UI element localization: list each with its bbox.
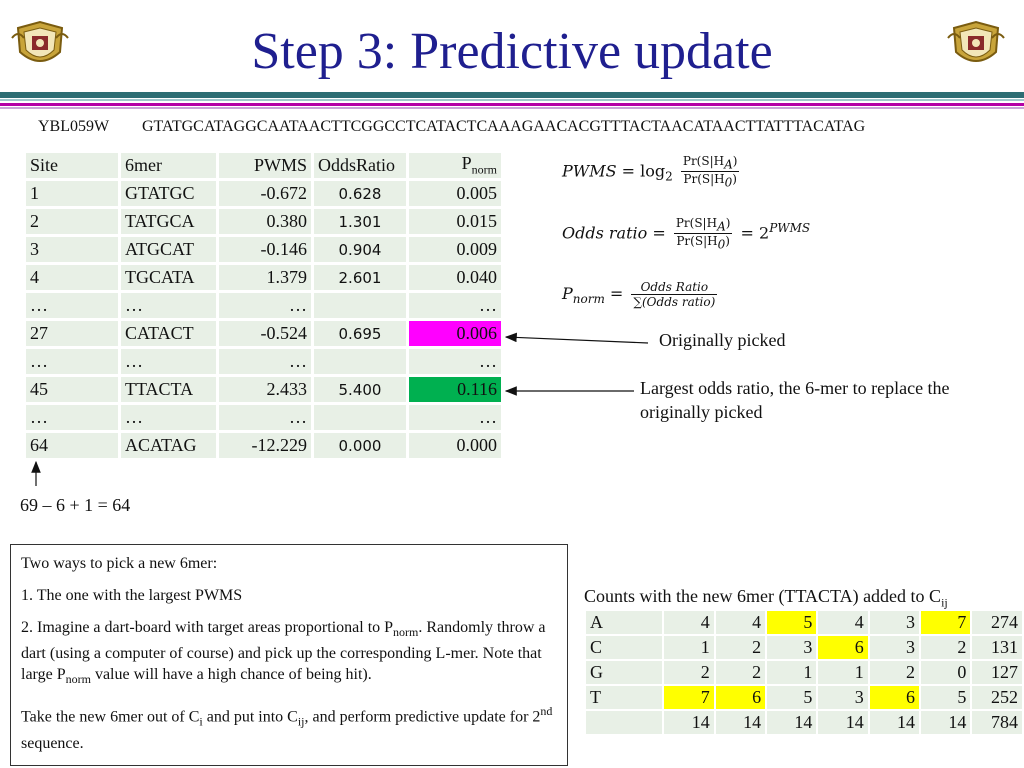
cell-pnorm: 0.006 xyxy=(409,321,501,346)
header-band xyxy=(0,99,1024,101)
cell-6mer: GTATGC xyxy=(121,181,216,206)
header-p: P xyxy=(461,153,472,174)
box-line-1: Two ways to pick a new 6mer: xyxy=(21,555,218,572)
count-cell: 6 xyxy=(870,686,919,709)
pwms-denominator-sub: 0 xyxy=(724,175,733,190)
cell-site: 2 xyxy=(26,209,118,234)
count-cell: 131 xyxy=(972,636,1022,659)
box-text: Take the new 6mer out of C xyxy=(21,708,200,726)
explanation-box xyxy=(10,544,568,766)
odds-denominator: Pr(S|H xyxy=(676,234,718,249)
table-row xyxy=(26,321,501,346)
header-pnorm xyxy=(409,153,501,178)
annotation-largest: Largest odds ratio, the 6-mer to replace the originally picked xyxy=(640,378,950,422)
sequence-text: GTATGCATAGGCAATAACTTCGGCCTCATACTCAAAGAACACGTTTACTAACATAACTTATTTACATAG xyxy=(142,118,866,135)
count-cell: 2 xyxy=(921,636,970,659)
annotation-count: 69 – 6 + 1 = 64 xyxy=(20,495,131,515)
odds-formula: Odds ratio = $\frac{Pr(S|H_A)}{Pr(S|H_0)}$ = $2^{PWMS}$ xyxy=(562,216,811,252)
count-cell: 4 xyxy=(664,611,713,634)
table-row xyxy=(26,181,501,206)
pnorm-fraction xyxy=(631,280,717,309)
pwms-numerator-sub: A xyxy=(724,157,733,172)
pwms-formula-lhs: PWMS xyxy=(562,161,617,181)
cell-pwms: … xyxy=(219,405,311,430)
count-cell: 5 xyxy=(767,611,816,634)
count-cell: 14 xyxy=(767,711,816,734)
count-cell: 4 xyxy=(716,611,765,634)
cell-6mer: … xyxy=(121,405,216,430)
counts-title-text: Counts with the new 6mer (TTACTA) added to C xyxy=(584,586,942,606)
table-row xyxy=(586,636,1022,659)
box-text: sequence. xyxy=(21,734,84,752)
count-cell: 2 xyxy=(716,661,765,684)
cell-pnorm: … xyxy=(409,293,501,318)
count-cell: 3 xyxy=(870,636,919,659)
table-row xyxy=(586,686,1022,709)
count-cell: 14 xyxy=(818,711,867,734)
cell-pnorm: 0.000 xyxy=(409,433,501,458)
box-text: 2. Imagine a dart-board with target areas proportional to P xyxy=(21,619,394,636)
log-base: 2 xyxy=(665,169,673,184)
box-sup: nd xyxy=(540,704,553,719)
counts-title xyxy=(584,586,948,611)
count-cell: 3 xyxy=(870,611,919,634)
cell-site: 45 xyxy=(26,377,118,402)
cell-site: 64 xyxy=(26,433,118,458)
count-cell: 1 xyxy=(818,661,867,684)
cell-oddsratio xyxy=(314,405,406,430)
box-text: . Randomly throw a dart (using a computer of course) and pick up the corresponding L-mer. Note that large P xyxy=(21,619,546,684)
cell-6mer: ACATAG xyxy=(121,433,216,458)
cell-6mer: … xyxy=(121,293,216,318)
pwms-fraction: $\frac{Pr(S|H_A)}{Pr(S|H_0)}$ xyxy=(682,154,738,190)
table-row xyxy=(26,377,501,402)
cell-pnorm: 0.015 xyxy=(409,209,501,234)
count-cell: 4 xyxy=(818,611,867,634)
count-cell: 7 xyxy=(921,611,970,634)
cell-site: 4 xyxy=(26,265,118,290)
slide-title: Step 3: Predictive update xyxy=(251,23,773,80)
table-row xyxy=(26,349,501,374)
cell-pnorm: … xyxy=(409,349,501,374)
row-label: C xyxy=(586,636,662,659)
header-band xyxy=(0,103,1024,106)
box-text: , and perform predictive update for 2 xyxy=(304,708,541,726)
pwms-formula: PWMS = $\log_2$ $\frac{Pr(S|H_A)}{Pr(S|H_0)}$ xyxy=(562,154,738,190)
count-cell: 7 xyxy=(664,686,713,709)
counts-title-sub: ij xyxy=(941,595,948,610)
row-label: G xyxy=(586,661,662,684)
cell-6mer: TTACTA xyxy=(121,377,216,402)
pnorm-formula: $P_{norm}$ = $\frac{\text{Odds Ratio}}{\text{∑(Odds ratio)}}$ xyxy=(562,280,716,309)
table-row xyxy=(26,293,501,318)
cell-oddsratio: 0.000 xyxy=(314,433,406,458)
count-cell: 784 xyxy=(972,711,1022,734)
cell-site: 3 xyxy=(26,237,118,262)
cell-oddsratio: 2.601 xyxy=(314,265,406,290)
count-cell: 274 xyxy=(972,611,1022,634)
odds-numerator: Pr(S|H xyxy=(675,216,718,230)
log-symbol: log xyxy=(640,161,666,181)
count-cell: 6 xyxy=(716,686,765,709)
count-cell: 3 xyxy=(767,636,816,659)
cell-pnorm: 0.040 xyxy=(409,265,501,290)
pwms-numerator: Pr(S|H xyxy=(682,154,725,168)
header-site: Site xyxy=(26,153,118,178)
cell-pnorm: 0.009 xyxy=(409,237,501,262)
row-label xyxy=(586,711,662,734)
cell-oddsratio: 1.301 xyxy=(314,209,406,234)
pnorm-formula-lhs-sub: norm xyxy=(572,292,605,307)
odds-rhs: 2 xyxy=(759,223,770,243)
header-pwms: PWMS xyxy=(219,153,311,178)
pnorm-numerator: Odds Ratio xyxy=(631,280,717,295)
count-cell: 127 xyxy=(972,661,1022,684)
box-sub: i xyxy=(199,714,203,729)
sequence-label: YBL059W xyxy=(38,118,110,135)
score-table xyxy=(23,150,504,461)
count-cell: 5 xyxy=(767,686,816,709)
cell-pwms: -0.524 xyxy=(219,321,311,346)
odds-rhs-exponent: PWMS xyxy=(769,221,811,236)
cell-site: … xyxy=(26,293,118,318)
cell-6mer: TATGCA xyxy=(121,209,216,234)
odds-numerator-sub: A xyxy=(717,219,726,234)
count-cell: 252 xyxy=(972,686,1022,709)
count-cell: 0 xyxy=(921,661,970,684)
box-line-3 xyxy=(21,617,557,690)
pwms-denominator: Pr(S|H xyxy=(683,172,725,187)
box-line-4 xyxy=(21,701,557,754)
cell-pwms: 0.380 xyxy=(219,209,311,234)
table-row xyxy=(26,433,501,458)
cell-oddsratio: 0.695 xyxy=(314,321,406,346)
box-sub: norm xyxy=(393,625,419,640)
box-sub: ij xyxy=(297,714,305,729)
count-cell: 6 xyxy=(818,636,867,659)
table-row xyxy=(26,209,501,234)
counts-table xyxy=(584,609,1024,736)
cell-oddsratio xyxy=(314,293,406,318)
cell-pwms: … xyxy=(219,349,311,374)
cell-site: … xyxy=(26,349,118,374)
picked-arrow xyxy=(506,337,648,343)
header-oddsratio: OddsRatio xyxy=(314,153,406,178)
cell-pwms: -0.672 xyxy=(219,181,311,206)
count-cell: 1 xyxy=(664,636,713,659)
header-band xyxy=(0,107,1024,109)
cell-pwms: -12.229 xyxy=(219,433,311,458)
box-text: and put into C xyxy=(202,708,298,726)
cell-pwms: … xyxy=(219,293,311,318)
odds-formula-lhs: Odds ratio xyxy=(562,223,648,243)
count-cell: 14 xyxy=(870,711,919,734)
row-label: T xyxy=(586,686,662,709)
count-cell: 14 xyxy=(716,711,765,734)
cell-6mer: ATGCAT xyxy=(121,237,216,262)
cell-site: … xyxy=(26,405,118,430)
box-sub: norm xyxy=(65,672,91,687)
cell-pnorm: 0.005 xyxy=(409,181,501,206)
pnorm-denominator: ∑(Odds ratio) xyxy=(633,295,716,309)
sequence-line xyxy=(38,118,866,136)
table-row xyxy=(26,265,501,290)
cell-oddsratio: 0.628 xyxy=(314,181,406,206)
count-cell: 2 xyxy=(870,661,919,684)
box-line-2: 1. The one with the largest PWMS xyxy=(21,587,243,604)
header-p-sub: norm xyxy=(471,162,497,177)
odds-denominator-sub: 0 xyxy=(717,237,726,252)
table-header-row xyxy=(26,153,501,178)
cell-6mer: … xyxy=(121,349,216,374)
count-cell: 5 xyxy=(921,686,970,709)
count-cell: 2 xyxy=(716,636,765,659)
cell-6mer: TGCATA xyxy=(121,265,216,290)
table-row xyxy=(586,711,1022,734)
cell-pwms: -0.146 xyxy=(219,237,311,262)
annotation-picked: Originally picked xyxy=(659,330,786,350)
cell-pwms: 1.379 xyxy=(219,265,311,290)
cell-oddsratio: 5.400 xyxy=(314,377,406,402)
header-band xyxy=(0,92,1024,98)
box-text: value will have a high chance of being hit). xyxy=(90,666,372,684)
cell-6mer: CATACT xyxy=(121,321,216,346)
count-cell: 14 xyxy=(921,711,970,734)
cell-site: 1 xyxy=(26,181,118,206)
odds-fraction: $\frac{Pr(S|H_A)}{Pr(S|H_0)}$ xyxy=(675,216,731,252)
cell-pwms: 2.433 xyxy=(219,377,311,402)
cell-oddsratio: 0.904 xyxy=(314,237,406,262)
pnorm-formula-lhs: P xyxy=(562,284,573,303)
count-cell: 1 xyxy=(767,661,816,684)
table-row xyxy=(26,405,501,430)
header-6mer: 6mer xyxy=(121,153,216,178)
count-cell: 2 xyxy=(664,661,713,684)
table-row xyxy=(586,611,1022,634)
row-label: A xyxy=(586,611,662,634)
table-row xyxy=(26,237,501,262)
cell-site: 27 xyxy=(26,321,118,346)
cell-oddsratio xyxy=(314,349,406,374)
count-cell: 3 xyxy=(818,686,867,709)
table-row xyxy=(586,661,1022,684)
count-cell: 14 xyxy=(664,711,713,734)
cell-pnorm: … xyxy=(409,405,501,430)
cell-pnorm: 0.116 xyxy=(409,377,501,402)
